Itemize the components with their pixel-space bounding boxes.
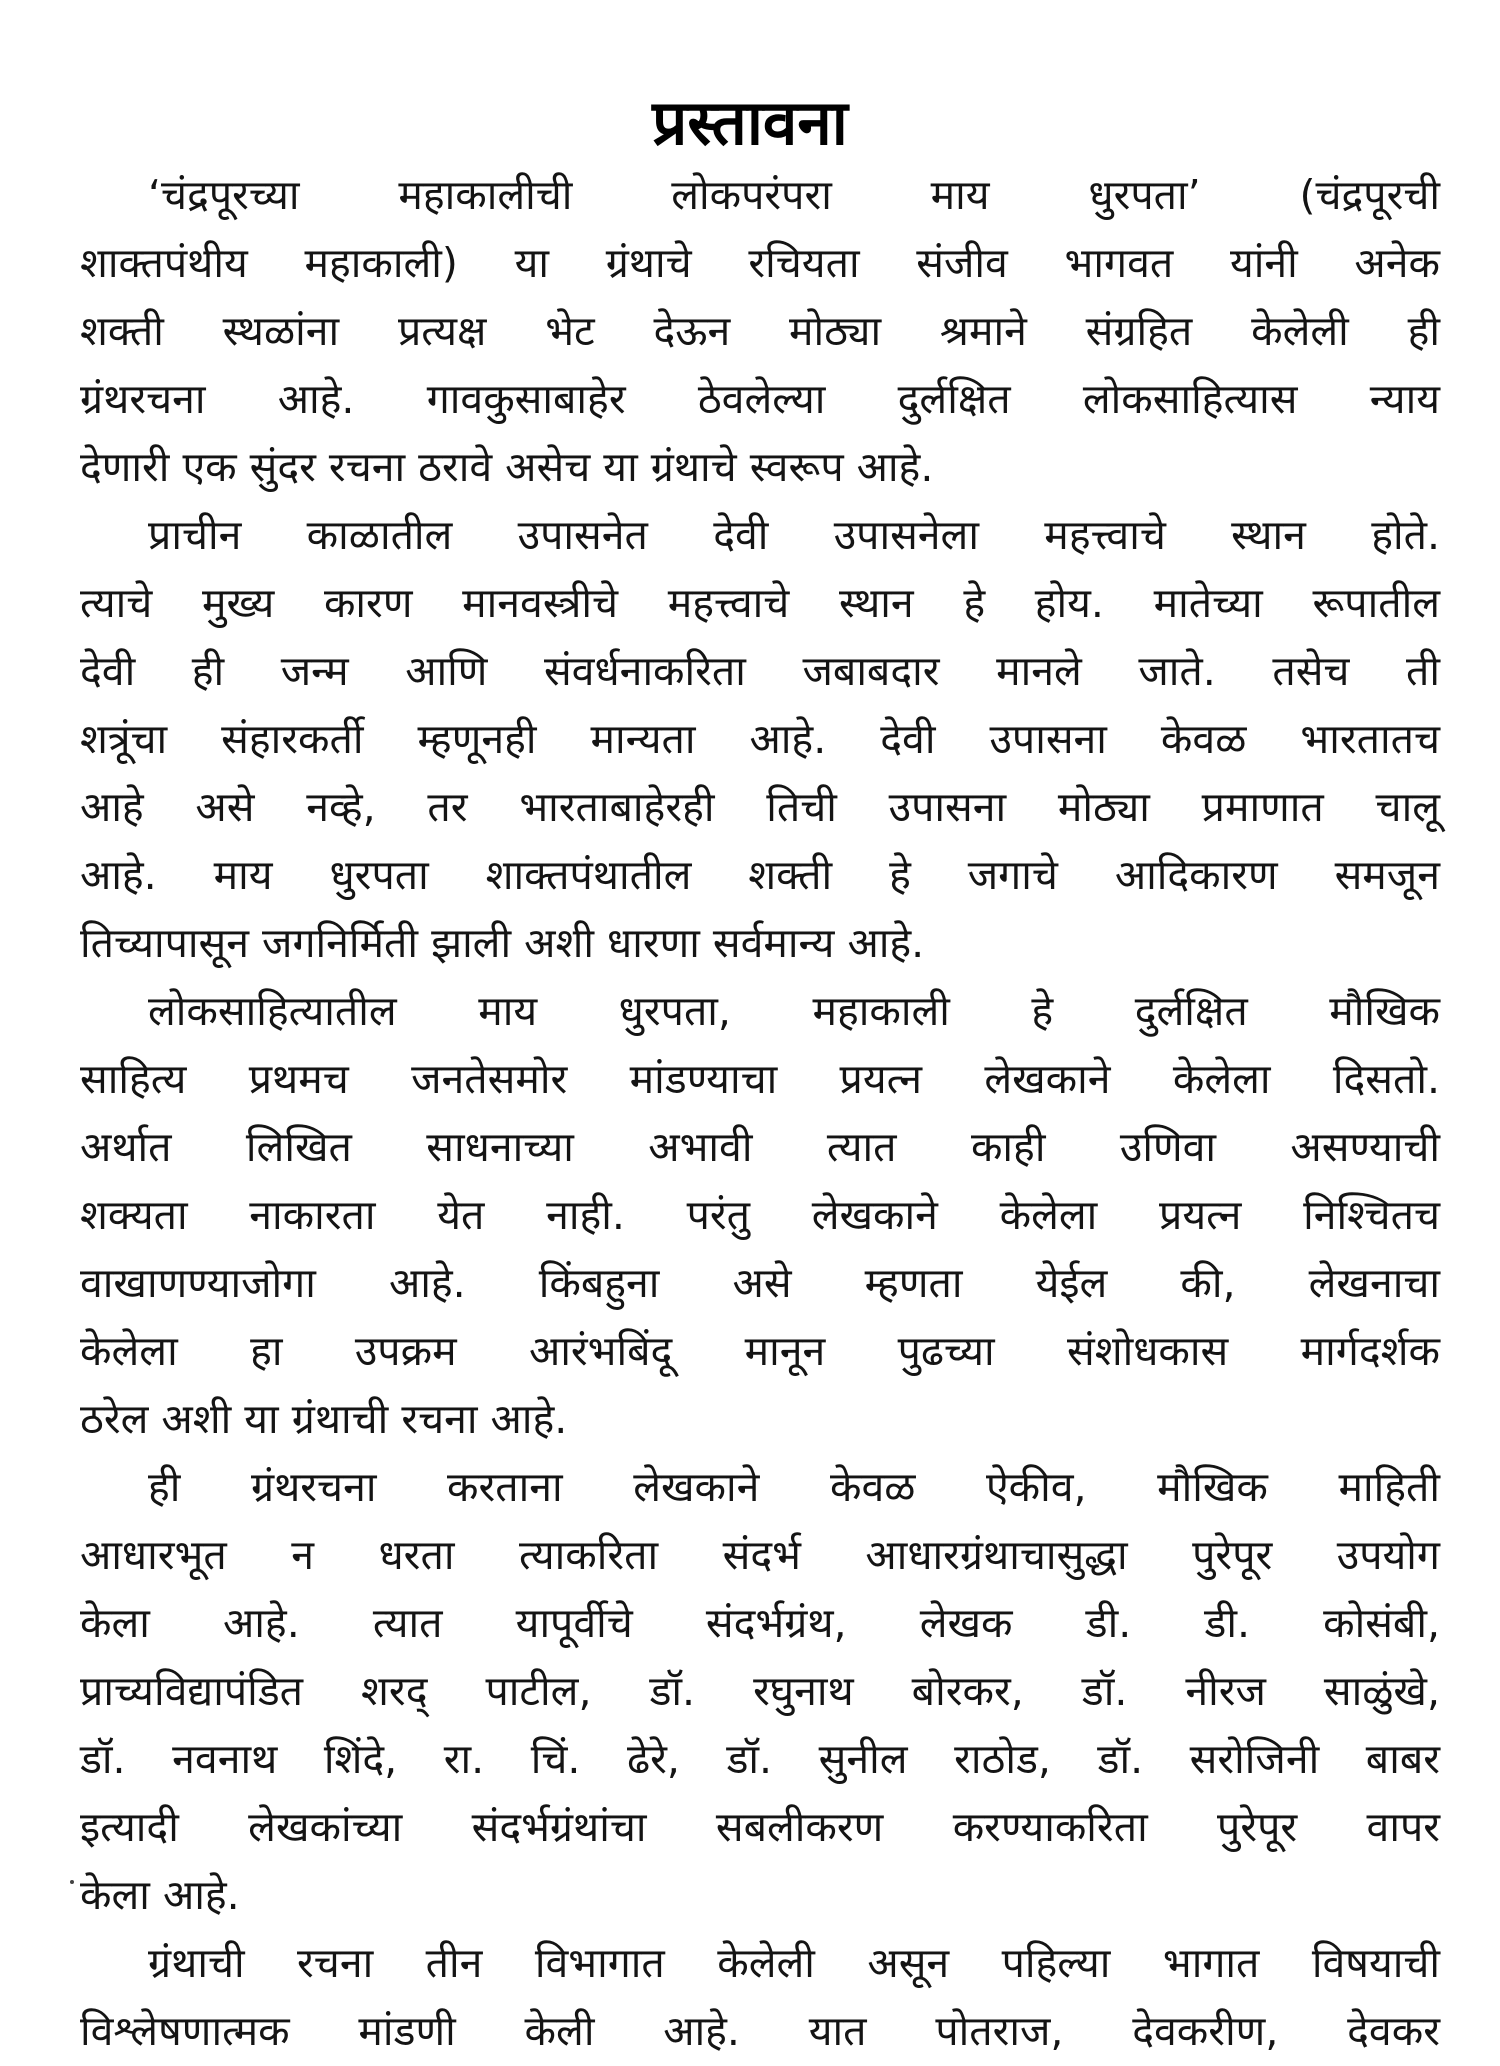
text-line: डॉ. नवनाथ शिंदे, रा. चिं. ढेरे, डॉ. सुनील राठोड, डॉ. सरोजिनी बाबर — [80, 1735, 1440, 1783]
text-line: अर्थात लिखित साधनाच्या अभावी त्यात काही उणिवा असण्याची — [80, 1123, 1440, 1171]
text-line: केला आहे. त्यात यापूर्वीचे संदर्भग्रंथ, लेखक डी. डी. कोसंबी, — [80, 1599, 1440, 1647]
text-line: प्राच्यविद्यापंडित शरद् पाटील, डॉ. रघुनाथ बोरकर, डॉ. नीरज साळुंखे, — [80, 1667, 1440, 1715]
text-line: प्राचीन काळातील उपासनेत देवी उपासनेला महत्त्वाचे स्थान होते. — [148, 511, 1440, 559]
text-line: आहे. माय धुरपता शाक्तपंथातील शक्ती हे जगाचे आदिकारण समजून — [80, 851, 1440, 899]
text-line: शाक्तपंथीय महाकाली) या ग्रंथाचे रचियता संजीव भागवत यांनी अनेक — [80, 239, 1440, 287]
text-line: ग्रंथरचना आहे. गावकुसाबाहेर ठेवलेल्या दुर्लक्षित लोकसाहित्यास न्याय — [80, 375, 1440, 423]
text-line: केला आहे. — [80, 1871, 240, 1919]
text-line: केलेला हा उपक्रम आरंभबिंदू मानून पुढच्या संशोधकास मार्गदर्शक — [80, 1327, 1440, 1375]
text-line: देवी ही जन्म आणि संवर्धनाकरिता जबाबदार मानले जाते. तसेच ती — [80, 647, 1440, 695]
text-line: त्याचे मुख्य कारण मानवस्त्रीचे महत्त्वाचे स्थान हे होय. मातेच्या रूपातील — [80, 579, 1440, 627]
text-line: देणारी एक सुंदर रचना ठरावे असेच या ग्रंथाचे स्वरूप आहे. — [80, 443, 934, 491]
scan-speck — [70, 1880, 74, 1884]
text-line: ठरेल अशी या ग्रंथाची रचना आहे. — [80, 1395, 568, 1443]
text-line: शक्ती स्थळांना प्रत्यक्ष भेट देऊन मोठ्या श्रमाने संग्रहित केलेली ही — [80, 307, 1440, 355]
text-line: ‘चंद्रपूरच्या महाकालीची लोकपरंपरा माय धुरपता’ (चंद्रपूरची — [148, 171, 1440, 219]
page-title: प्रस्तावना — [652, 86, 848, 159]
text-line: ग्रंथाची रचना तीन विभागात केलेली असून पहिल्या भागात विषयाची — [148, 1939, 1440, 1987]
text-line: आहे असे नव्हे, तर भारताबाहेरही तिची उपासना मोठ्या प्रमाणात चालू — [80, 783, 1440, 831]
text-line: विश्लेषणात्मक मांडणी केली आहे. यात पोतराज, देवकरीण, देवकर — [80, 2007, 1440, 2055]
text-line: वाखाणण्याजोगा आहे. किंबहुना असे म्हणता येईल की, लेखनाचा — [80, 1259, 1440, 1307]
text-line: तिच्यापासून जगनिर्मिती झाली अशी धारणा सर्वमान्य आहे. — [80, 919, 925, 967]
text-line: आधारभूत न धरता त्याकरिता संदर्भ आधारग्रंथाचासुद्धा पुरेपूर उपयोग — [80, 1531, 1440, 1579]
text-line: शत्रूंचा संहारकर्ती म्हणूनही मान्यता आहे. देवी उपासना केवळ भारतातच — [80, 715, 1440, 763]
text-line: ही ग्रंथरचना करताना लेखकाने केवळ ऐकीव, मौखिक माहिती — [148, 1463, 1440, 1511]
text-line: शक्यता नाकारता येत नाही. परंतु लेखकाने केलेला प्रयत्न निश्चितच — [80, 1191, 1440, 1239]
text-line: साहित्य प्रथमच जनतेसमोर मांडण्याचा प्रयत्न लेखकाने केलेला दिसतो. — [80, 1055, 1440, 1103]
text-line: लोकसाहित्यातील माय धुरपता, महाकाली हे दुर्लक्षित मौखिक — [148, 987, 1440, 1035]
text-line: इत्यादी लेखकांच्या संदर्भग्रंथांचा सबलीकरण करण्याकरिता पुरेपूर वापर — [80, 1803, 1440, 1851]
